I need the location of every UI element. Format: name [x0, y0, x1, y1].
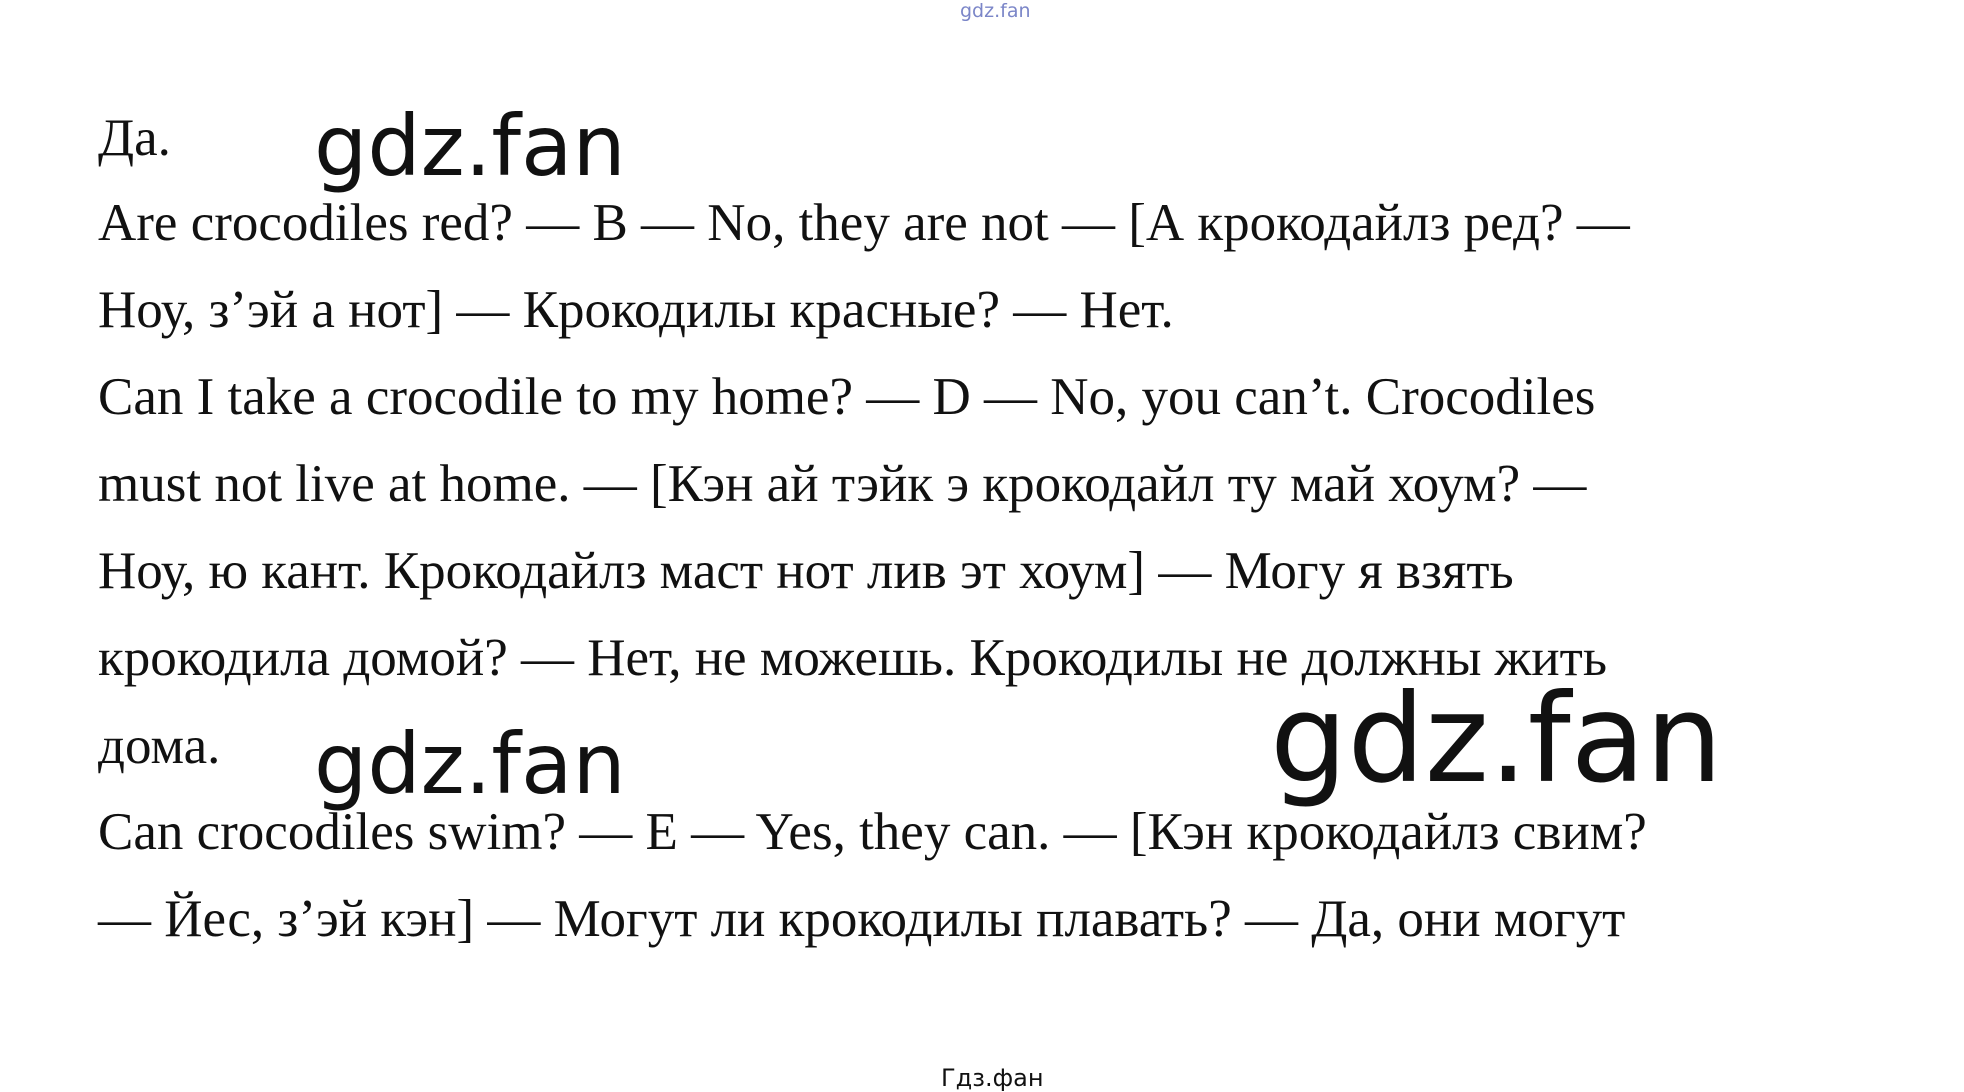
text-line-1: Да.	[98, 109, 171, 167]
text-line-7: крокодила домой? — Нет, не можешь. Крокодилы не должны жить	[98, 629, 1607, 687]
text-line-5: must not live at home. — [Кэн ай тэйк э крокодайл ту май хоум? —	[98, 455, 1587, 513]
text-line-4: Can I take a crocodile to my home? — D — No, you can’t. Crocodiles	[98, 368, 1596, 426]
watermark-top: gdz.fan	[314, 97, 626, 195]
watermark-middle-left: gdz.fan	[314, 715, 626, 813]
watermark-large-right: gdz.fan	[1270, 668, 1723, 810]
text-line-6: Ноу, ю кант. Крокодайлз маст нот лив эт хоум] — Могу я взять	[98, 542, 1514, 600]
text-line-2: Are crocodiles red? — B — No, they are not — [А крокодайлз ред? —	[98, 194, 1630, 252]
top-watermark: gdz.fan	[960, 0, 1031, 22]
footer-label: Гдз.фан	[941, 1064, 1044, 1092]
text-line-10: — Йес, з’эй кэн] — Могут ли крокодилы плавать? — Да, они могут	[98, 890, 1626, 948]
text-line-8: дома.	[98, 717, 221, 775]
text-line-3: Ноу, з’эй а нот] — Крокодилы красные? — Нет.	[98, 281, 1174, 339]
text-line-9: Can crocodiles swim? — E — Yes, they can. — [Кэн крокодайлз свим?	[98, 803, 1647, 861]
